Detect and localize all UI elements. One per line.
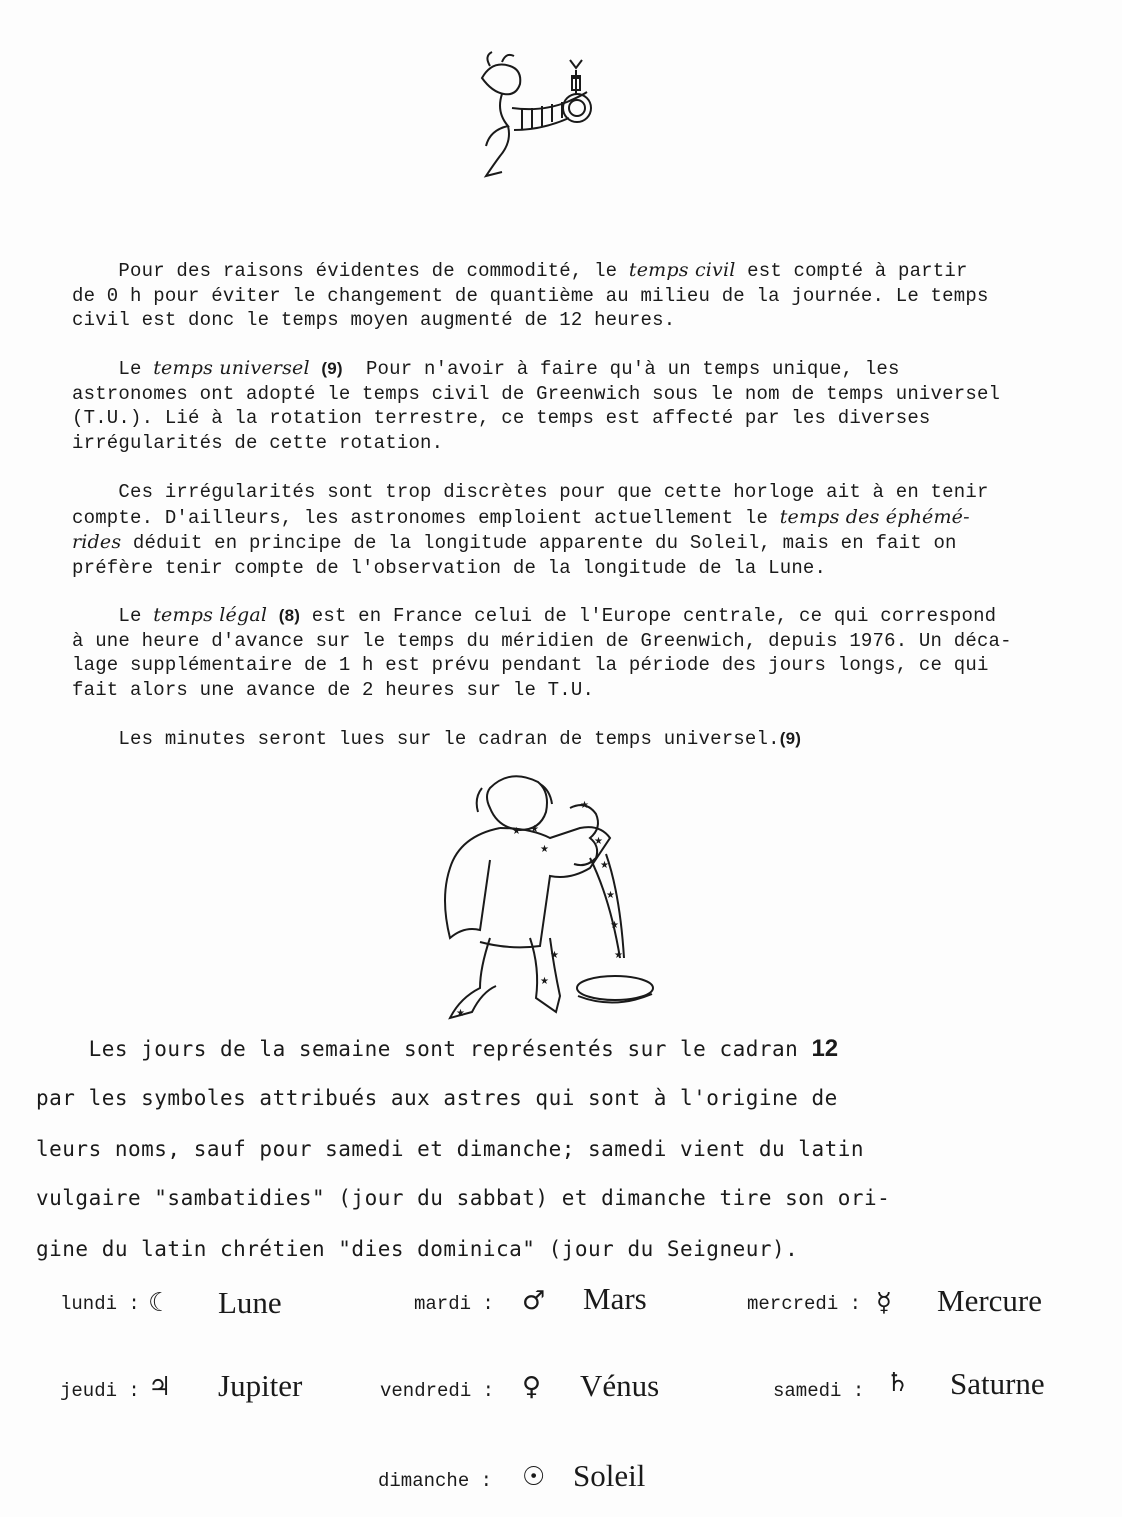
text-line: Les minutes seront lues sur le cadran de temps universel. — [72, 728, 780, 750]
day-label-jeudi: jeudi : — [60, 1380, 140, 1402]
planet-jupiter: Jupiter — [218, 1368, 303, 1403]
svg-text:★: ★ — [512, 826, 521, 837]
text-line: Les jours de la semaine sont représentés sur le cadran — [36, 1037, 812, 1061]
reference-note: (9) — [321, 359, 343, 378]
paragraph-minutes — [72, 727, 1097, 752]
text-line: préfère tenir compte de l'observation de la longitude de la Lune. — [72, 556, 827, 579]
term-temps-legal: temps légal — [153, 604, 268, 626]
text-line: irrégularités de cette rotation. — [72, 431, 444, 454]
moon-symbol-icon: ☾ — [148, 1288, 172, 1318]
planet-venus: Vénus — [580, 1368, 660, 1403]
svg-text:★: ★ — [610, 920, 619, 931]
capricorn-illustration — [462, 48, 612, 193]
day-label-dimanche: dimanche : — [378, 1470, 493, 1492]
term-temps-ephemerides-end: rides — [72, 531, 122, 553]
mercury-symbol-icon: ☿ — [876, 1288, 892, 1318]
svg-text:★: ★ — [580, 800, 589, 811]
page-number: 12 — [811, 1035, 839, 1062]
svg-text:★: ★ — [614, 950, 623, 961]
text-line: est compté à partir — [735, 260, 968, 282]
text-line: déduit en principe de la longitude apparente du Soleil, mais en fait on — [121, 532, 957, 554]
reference-note: (9) — [779, 729, 802, 748]
text-line: Pour des raisons évidentes de commodité, le — [72, 260, 629, 282]
term-temps-civil: temps civil — [628, 259, 736, 281]
text-line: civil est donc le temps moyen augmenté de 12 heures. — [72, 309, 676, 331]
text-line: Ces irrégularités sont trop discrètes pour que cette horloge ait à en tenir — [72, 481, 989, 503]
weekdays-intro-line-2: par les symboles attribués aux astres qui sont à l'origine de — [36, 1086, 838, 1110]
planet-lune: Lune — [218, 1285, 282, 1320]
weekdays-intro-line-5: gine du latin chrétien "dies dominica" (jour du Seigneur). — [36, 1237, 799, 1261]
sun-symbol-icon: ☉ — [522, 1462, 546, 1492]
text-line: Le — [72, 358, 154, 380]
text-line: (T.U.). Lié à la rotation terrestre, ce temps est affecté par les diverses — [72, 407, 931, 429]
svg-text:★: ★ — [594, 836, 603, 847]
aquarius-illustration — [430, 768, 655, 1030]
paragraph-temps-legal — [72, 603, 1097, 702]
text-line: astronomes ont adopté le temps civil de Greenwich sous le nom de temps universel — [72, 382, 1001, 405]
saturn-symbol-icon: ♄ — [886, 1368, 910, 1398]
svg-text:★: ★ — [540, 976, 549, 987]
planet-mercure: Mercure — [937, 1283, 1042, 1318]
reference-note: (8) — [278, 606, 301, 625]
weekdays-intro-line-4: vulgaire "sambatidies" (jour du sabbat) et dimanche tire son ori- — [36, 1186, 891, 1210]
mars-symbol-icon: ♂ — [522, 1286, 546, 1316]
day-label-mardi: mardi : — [414, 1293, 494, 1315]
text-line: est en France celui de l'Europe centrale, ce qui correspond — [300, 605, 997, 627]
day-label-vendredi: vendredi : — [380, 1380, 495, 1402]
svg-text:★: ★ — [600, 860, 609, 871]
venus-symbol-icon: ♀ — [522, 1372, 542, 1402]
day-label-lundi: lundi : — [60, 1293, 140, 1315]
weekdays-intro-line-1 — [36, 1035, 838, 1063]
term-temps-universel: temps universel — [153, 357, 310, 379]
jupiter-symbol-icon: ♃ — [148, 1372, 172, 1402]
text-line: compte. D'ailleurs, les astronomes emploient actuellement le — [72, 506, 780, 529]
paragraph-temps-civil — [72, 258, 1097, 333]
planet-mars: Mars — [583, 1281, 647, 1316]
svg-text:★: ★ — [530, 824, 539, 835]
day-label-samedi: samedi : — [773, 1380, 865, 1402]
paragraph-ephemerides — [72, 480, 1097, 580]
paragraph-temps-universel — [72, 356, 1097, 455]
day-label-mercredi: mercredi : — [747, 1293, 862, 1315]
text-line: de 0 h pour éviter le changement de quantième au milieu de la journée. Le temps — [72, 284, 989, 307]
term-temps-ephemerides: temps des éphémé- — [779, 505, 970, 528]
svg-text:★: ★ — [606, 890, 615, 901]
svg-text:★: ★ — [540, 844, 549, 855]
text-line: lage supplémentaire de 1 h est prévu pendant la période des jours longs, ce qui — [72, 654, 989, 676]
planet-soleil: Soleil — [573, 1458, 646, 1493]
weekdays-intro-line-3: leurs noms, sauf pour samedi et dimanche; samedi vient du latin — [36, 1137, 865, 1161]
text-line: fait alors une avance de 2 heures sur le T.U. — [72, 678, 595, 701]
text-line: Le — [72, 605, 154, 627]
svg-text:★: ★ — [456, 1008, 465, 1019]
planet-saturne: Saturne — [950, 1366, 1045, 1401]
text-line: à une heure d'avance sur le temps du méridien de Greenwich, depuis 1976. Un déca- — [72, 629, 1012, 652]
svg-text:★: ★ — [550, 950, 559, 961]
text-line: Pour n'avoir à faire qu'à un temps unique, les — [342, 358, 900, 380]
